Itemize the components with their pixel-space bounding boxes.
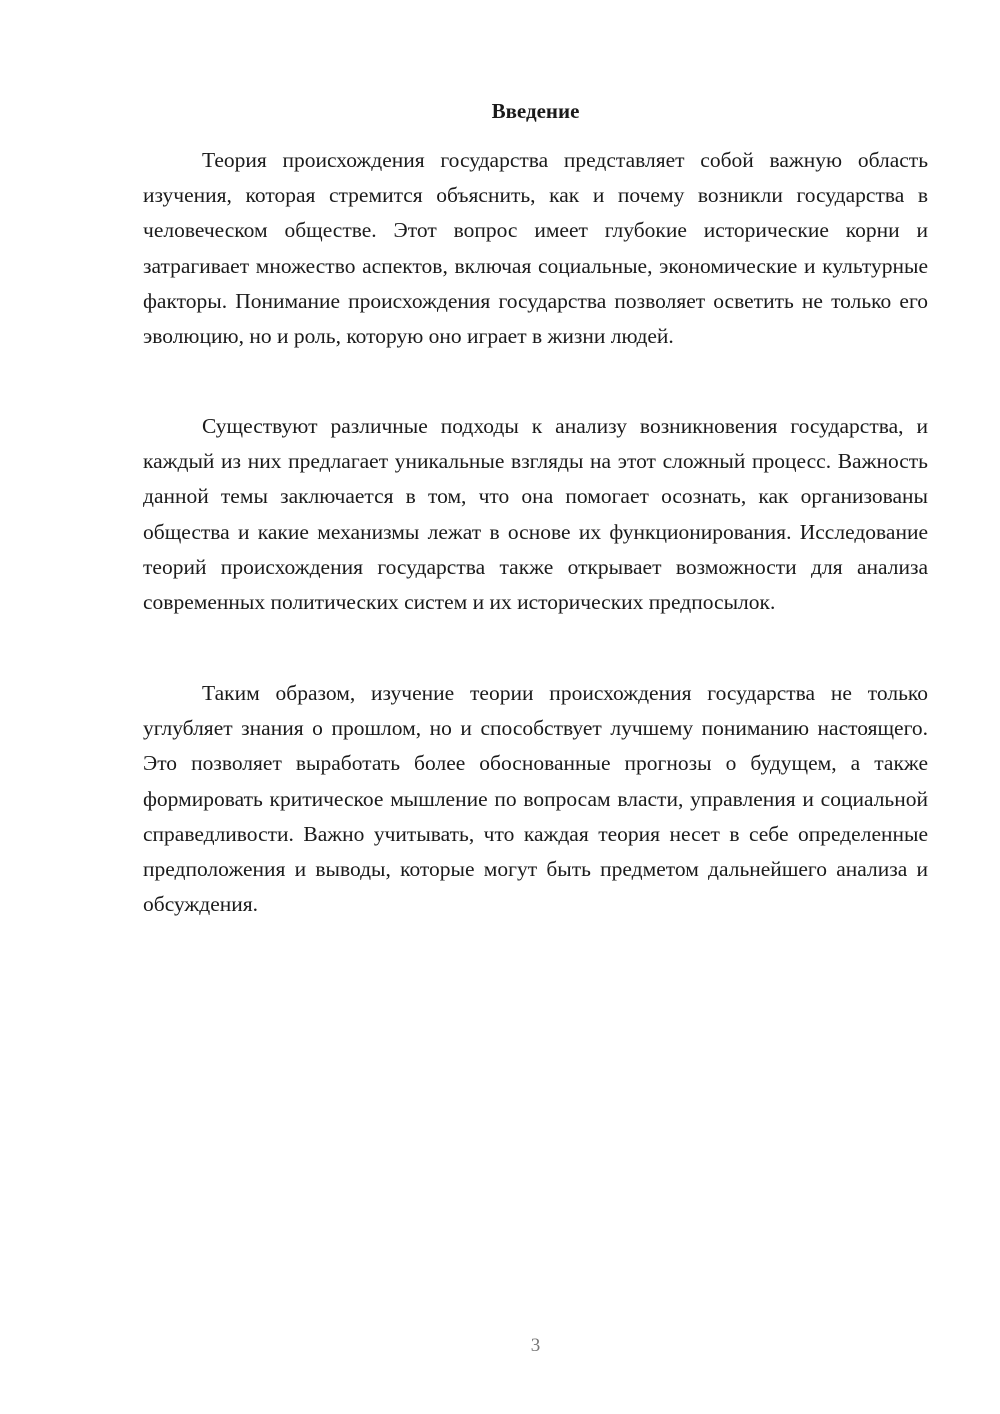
- paragraph-intro: Теория происхождения государства представляет собой важную область изучения, которая стремится объяснить, как и почему возникли государства в человеческом обществе. Этот вопрос имеет глубокие исторические корни и затрагивает множество аспектов, включая социальные, экономические и культурные факторы. Понимание происхождения государства позволяет осветить не только его эволюцию, но и роль, которую оно играет в жизни людей.: [143, 148, 928, 349]
- section-heading: Введение: [491, 99, 580, 123]
- paragraph-conclusion: Таким образом, изучение теории происхождения государства не только углубляет знания о прошлом, но и способствует лучшему пониманию настоящего. Это позволяет выработать более обоснованные прогнозы о будущем, а также формировать критическое мышление по вопросам власти, управления и социальной справедливости. Важно учитывать, что каждая теория несет в себе определенные предположения и выводы, которые могут быть предметом дальнейшего анализа и обсуждения.: [143, 681, 928, 917]
- paragraph-approaches: Существуют различные подходы к анализу возникновения государства, и каждый из них предлагает уникальные взгляды на этот сложный процесс. Важность данной темы заключается в том, что она помогает осознать, как организованы общества и какие механизмы лежат в основе их функционирования. Исследование теорий происхождения государства также открывает возможности для анализа современных политических систем и их исторических предпосылок.: [143, 414, 928, 615]
- page-number: 3: [530, 1335, 541, 1356]
